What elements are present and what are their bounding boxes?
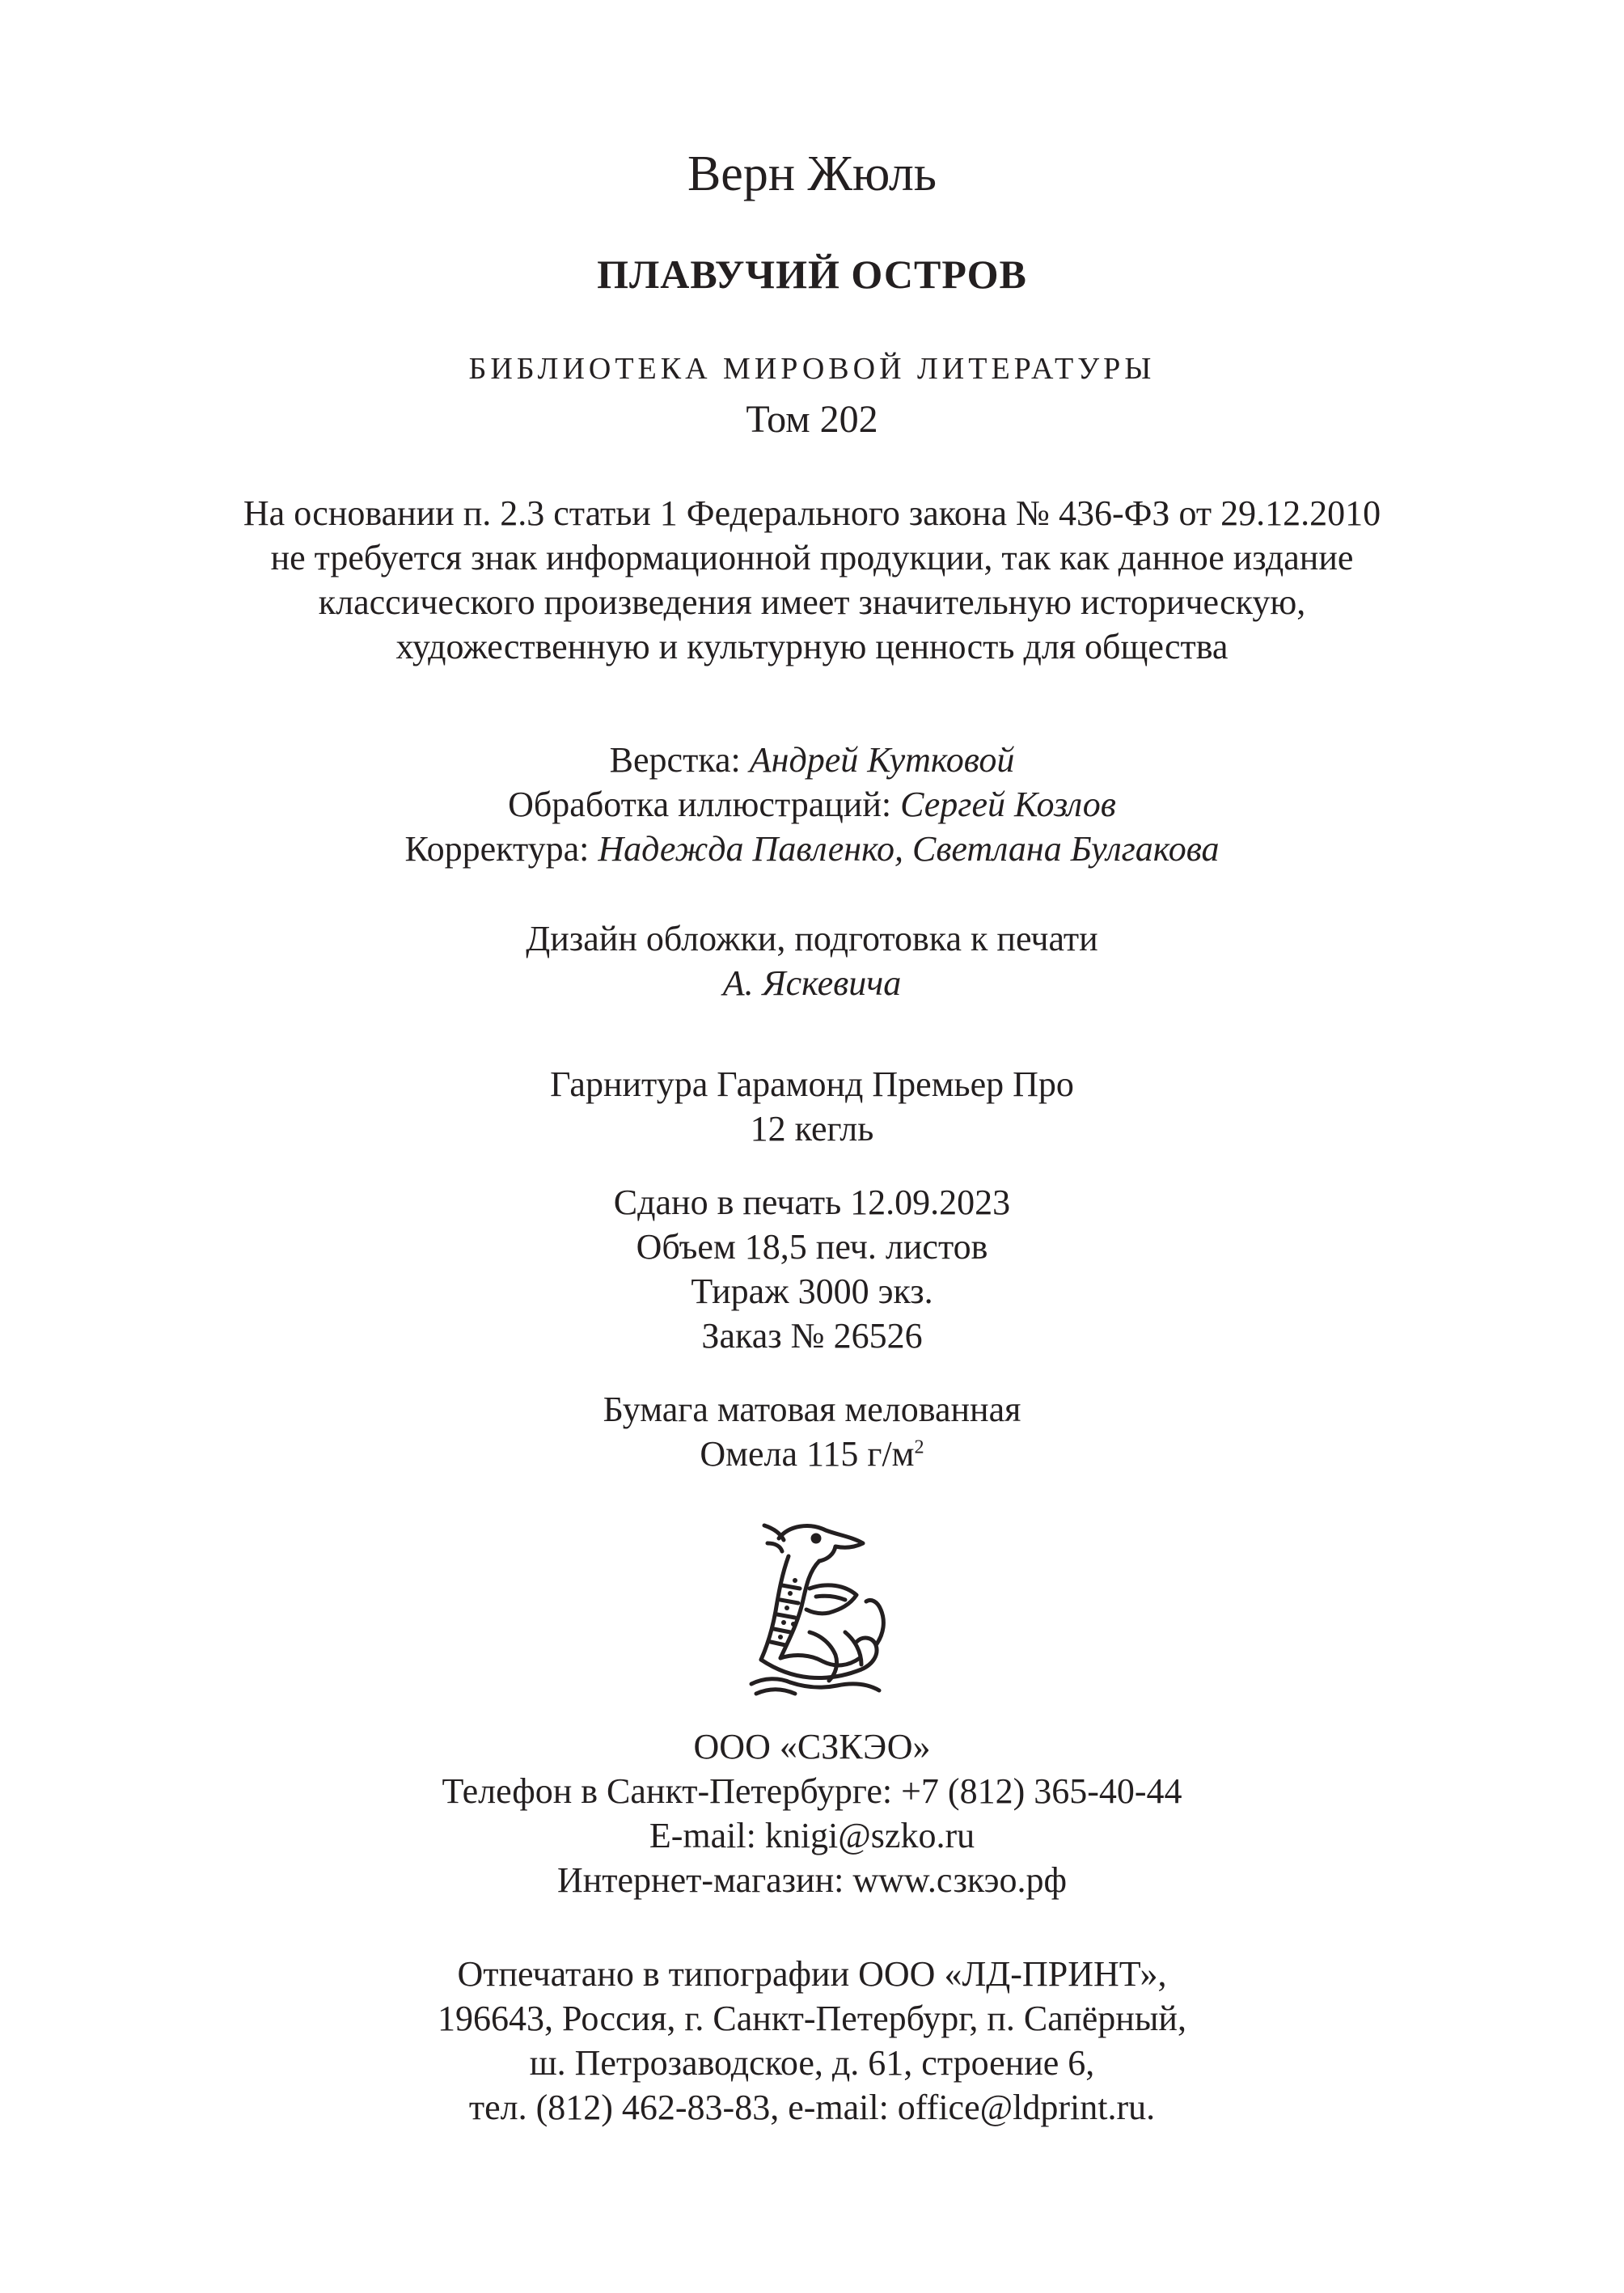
credit-person: Андрей Кутковой [749,740,1015,780]
credit-label: Верстка: [609,740,750,780]
print-submitted: Сдано в печать 12.09.2023 [613,1182,1011,1222]
author-name: Верн Жюль [687,146,937,201]
credit-illustrations [0,782,1624,827]
credit-label: Обработка иллюстраций: [508,785,901,824]
typeface-info: Гарнитура Гарамонд Премьер Про [550,1064,1074,1104]
publisher-shop: Интернет-магазин: www.сзкэо.рф [556,1860,1068,1900]
dragon-logo-icon [732,1511,894,1702]
series-name: БИБЛИОТЕКА МИРОВОЙ ЛИТЕРАТУРЫ [468,352,1156,386]
legal-notice-line: классического произведения имеет значительную историческую, [318,582,1306,622]
book-title: ПЛАВУЧИЙ ОСТРОВ [597,252,1027,297]
volume-number: Том 202 [746,398,878,441]
credit-cover-person: А. Яскевича [722,963,902,1003]
printer-line: 196643, Россия, г. Санкт-Петербург, п. Сапёрный, [438,1999,1186,2038]
paper-type: Бумага матовая мелованная [603,1390,1021,1429]
publisher-email: E-mail: knigi@szko.ru [649,1816,975,1855]
legal-notice-line: художественную и культурную ценность для общества [395,627,1229,666]
paper-weight-text: Омела 115 г/м [700,1434,915,1474]
publisher-phone: Телефон в Санкт-Петербурге: +7 (812) 365-40-44 [442,1771,1182,1811]
paper-weight-exponent: 2 [914,1436,924,1458]
credit-person: Надежда Павленко, Светлана Булгакова [598,829,1220,869]
paper-weight [0,1432,1624,1477]
credit-layout [0,738,1624,783]
credit-proofreading [0,827,1624,872]
credit-label: Корректура: [404,829,598,869]
printer-line: Отпечатано в типографии ООО «ЛД-ПРИНТ», [457,1954,1167,1994]
legal-notice-line: не требуется знак информационной продукции, так как данное издание [270,538,1354,577]
font-size-info: 12 кегль [750,1109,874,1149]
printer-line: ш. Петрозаводское, д. 61, строение 6, [529,2043,1095,2083]
printer-line: тел. (812) 462-83-83, e-mail: office@ldprint.ru. [468,2088,1156,2127]
credit-cover-label: Дизайн обложки, подготовка к печати [526,919,1098,958]
credit-person: Сергей Козлов [900,785,1116,824]
print-circulation: Тираж 3000 экз. [691,1271,933,1311]
publisher-name: ООО «СЗКЭО» [693,1727,931,1766]
print-volume: Объем 18,5 печ. листов [636,1227,988,1267]
legal-notice-line: На основании п. 2.3 статьи 1 Федерального закона № 436-ФЗ от 29.12.2010 [243,493,1381,533]
print-order: Заказ № 26526 [701,1316,923,1356]
